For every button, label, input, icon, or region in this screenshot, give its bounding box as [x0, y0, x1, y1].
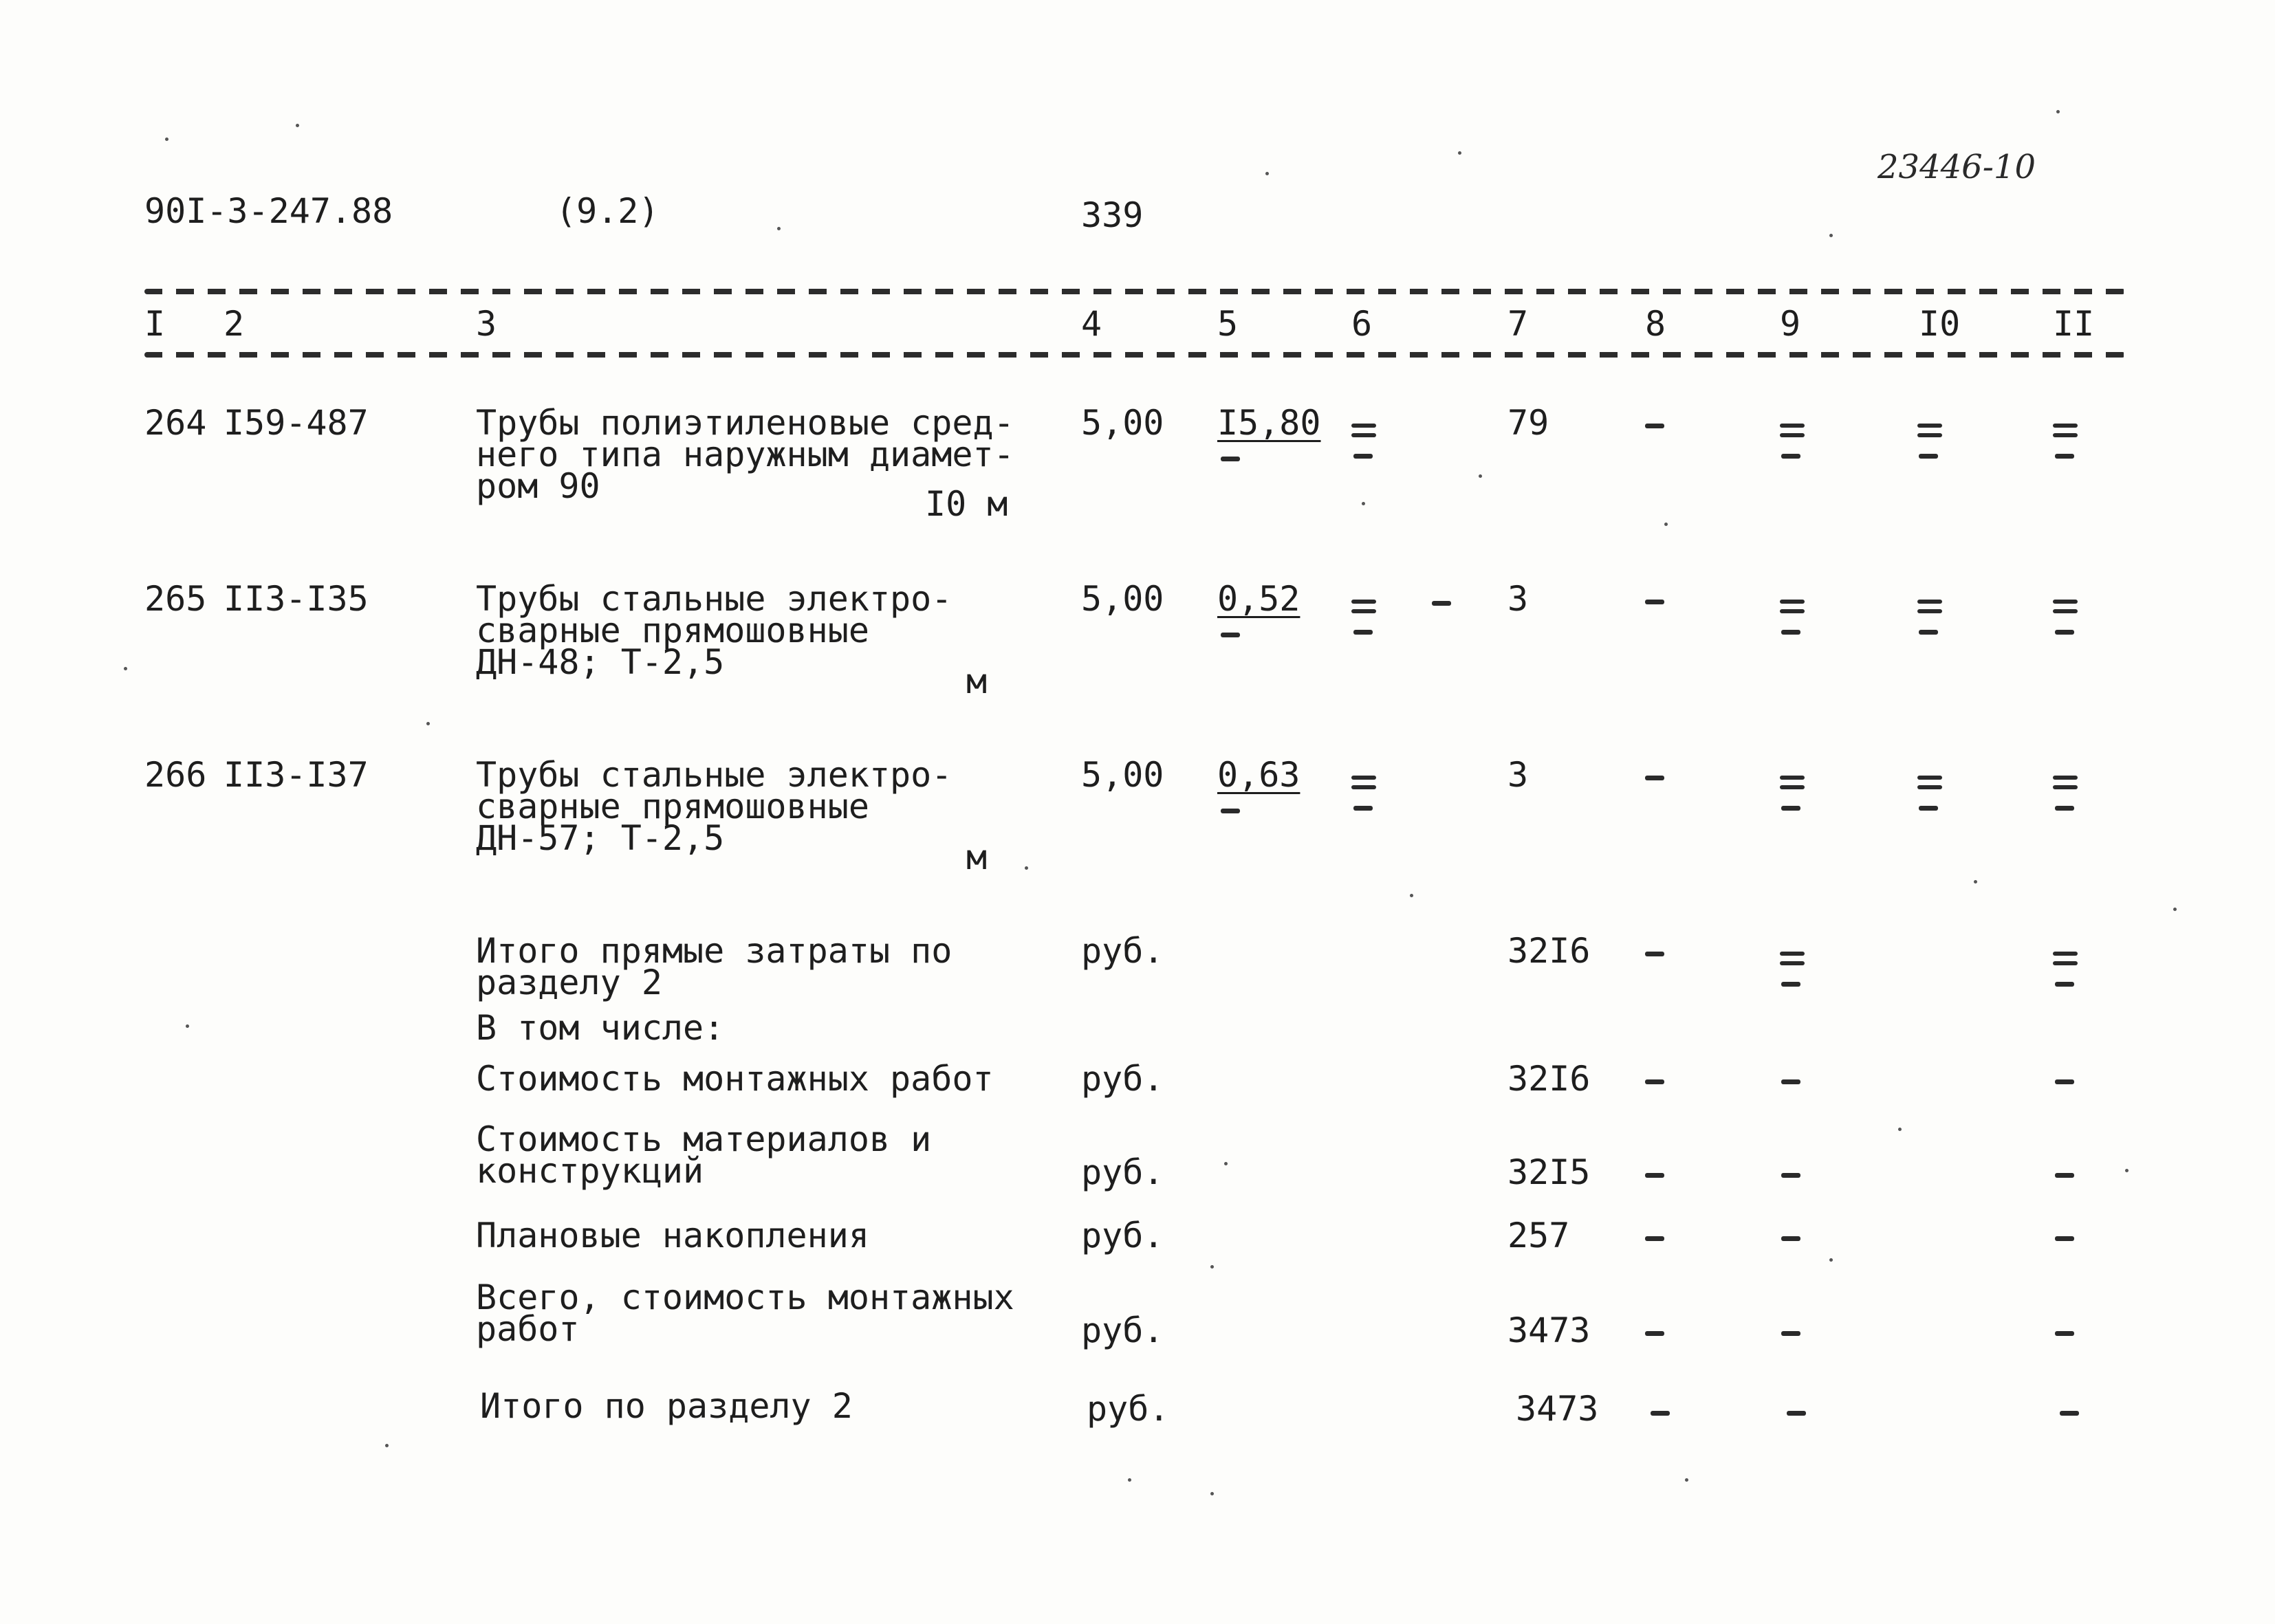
summary-label-line: конструкций — [476, 1151, 704, 1191]
scan-speck — [1974, 880, 1977, 884]
scan-speck — [296, 124, 299, 127]
item-name-line: Трубы стальные электро- — [476, 755, 953, 795]
ditto-mark — [1353, 630, 1373, 635]
dash-mark — [2055, 1236, 2074, 1241]
column-header-11: II — [2053, 304, 2095, 344]
column-header-5: 5 — [1217, 304, 1239, 344]
ditto-mark — [1919, 454, 1938, 459]
dash-mark — [1651, 1411, 1670, 1416]
dash-mark — [1781, 1331, 1800, 1336]
ditto-mark — [1351, 597, 1376, 617]
column-header-9: 9 — [1780, 304, 1801, 344]
ditto-mark — [1351, 421, 1376, 441]
ditto-mark — [2053, 597, 2078, 617]
summary-label-line: разделу 2 — [476, 963, 662, 1002]
column-header-7: 7 — [1507, 304, 1529, 344]
item-code: I59-487 — [224, 403, 369, 443]
dash-mark — [2055, 1331, 2074, 1336]
summary-label-line: Стоимость материалов и — [476, 1119, 932, 1159]
ditto-mark — [1221, 457, 1240, 461]
summary-label-line: работ — [476, 1309, 580, 1349]
summary-value: 257 — [1507, 1216, 1570, 1255]
item-col4: 5,00 — [1081, 403, 1164, 443]
ditto-mark — [1780, 421, 1805, 441]
item-name-line: ДН-57; Т-2,5 — [476, 818, 725, 858]
scan-speck — [1265, 172, 1269, 175]
item-unit: м — [966, 661, 988, 701]
section-number: (9.2) — [556, 191, 660, 231]
summary-unit: руб. — [1081, 931, 1164, 971]
scan-speck — [165, 138, 168, 141]
item-code: II3-I35 — [224, 579, 369, 619]
item-col5: 0,52 — [1217, 579, 1300, 619]
scan-speck — [1410, 894, 1413, 897]
summary-unit: руб. — [1081, 1216, 1164, 1255]
header-bottom-rule — [144, 352, 2125, 358]
dash-mark — [1781, 1173, 1800, 1178]
item-unit: м — [966, 837, 988, 877]
summary-label-line: Итого по разделу 2 — [480, 1386, 853, 1426]
dash-mark — [2055, 1173, 2074, 1178]
summary-value: 3473 — [1507, 1310, 1591, 1350]
ditto-mark — [1781, 806, 1800, 811]
header-top-rule — [144, 289, 2125, 294]
summary-label-line: Плановые накопления — [476, 1216, 869, 1255]
ditto-mark — [1917, 773, 1942, 793]
dash-mark — [1645, 600, 1664, 604]
item-code: II3-I37 — [224, 755, 369, 795]
scan-speck — [1025, 866, 1028, 870]
ditto-mark — [2053, 773, 2078, 793]
ditto-mark — [1917, 597, 1942, 617]
ditto-mark — [1221, 633, 1240, 637]
item-name-line: Трубы полиэтиленовые сред- — [476, 403, 1014, 443]
dash-mark — [1645, 776, 1664, 780]
summary-label-line: Итого прямые затраты по — [476, 931, 953, 971]
item-name-line: Трубы стальные электро- — [476, 579, 953, 619]
scan-speck — [124, 667, 127, 670]
item-col7: 79 — [1507, 403, 1549, 443]
scan-speck — [1898, 1128, 1902, 1131]
item-name-line: ДН-48; Т-2,5 — [476, 642, 725, 682]
ditto-mark — [1780, 597, 1805, 617]
column-header-8: 8 — [1645, 304, 1666, 344]
ditto-mark — [1919, 630, 1938, 635]
handwritten-reference: 23446-10 — [1877, 148, 2036, 186]
ditto-mark — [2055, 806, 2074, 811]
ditto-mark — [1353, 454, 1373, 459]
item-number: 264 — [144, 403, 207, 443]
column-header-10: I0 — [1919, 304, 1961, 344]
column-header-6: 6 — [1351, 304, 1373, 344]
dash-mark — [1645, 952, 1664, 956]
item-unit: I0 м — [925, 484, 1008, 524]
scan-speck — [2056, 110, 2060, 113]
summary-value: 32I5 — [1507, 1152, 1591, 1192]
including-label: В том числе: — [476, 1008, 725, 1048]
item-name-line: сварные прямошовные — [476, 611, 869, 650]
scan-speck — [777, 227, 781, 230]
summary-unit: руб. — [1081, 1310, 1164, 1350]
summary-value: 32I6 — [1507, 931, 1591, 971]
scan-speck — [1685, 1478, 1688, 1482]
ditto-mark — [2053, 949, 2078, 969]
item-col7: 3 — [1507, 579, 1529, 619]
ditto-mark — [1351, 773, 1376, 793]
dash-mark — [1432, 601, 1451, 606]
ditto-mark — [1781, 454, 1800, 459]
scan-speck — [1210, 1492, 1214, 1495]
scan-speck — [1479, 474, 1482, 478]
summary-unit: руб. — [1081, 1152, 1164, 1192]
dash-mark — [1645, 424, 1664, 428]
ditto-mark — [1781, 630, 1800, 635]
scan-speck — [385, 1444, 389, 1447]
scan-speck — [1224, 1162, 1228, 1165]
scan-speck — [426, 722, 430, 725]
column-header-2: 2 — [224, 304, 245, 344]
dash-mark — [1645, 1173, 1664, 1178]
scan-speck — [2125, 1169, 2129, 1172]
item-col7: 3 — [1507, 755, 1529, 795]
dash-mark — [2055, 1079, 2074, 1084]
dash-mark — [1781, 1236, 1800, 1241]
document-code: 90I-3-247.88 — [144, 191, 393, 231]
dash-mark — [1645, 1331, 1664, 1336]
item-col5: I5,80 — [1217, 403, 1321, 443]
dash-mark — [1781, 1079, 1800, 1084]
summary-unit: руб. — [1087, 1389, 1170, 1429]
summary-value: 32I6 — [1507, 1059, 1591, 1099]
summary-label-line: Стоимость монтажных работ — [476, 1059, 994, 1099]
summary-value: 3473 — [1516, 1389, 1599, 1429]
ditto-mark — [1917, 421, 1942, 441]
column-header-3: 3 — [476, 304, 497, 344]
page-number: 339 — [1081, 195, 1144, 235]
ditto-mark — [2055, 982, 2074, 987]
scan-speck — [1829, 234, 1833, 237]
item-name-line: сварные прямошовные — [476, 787, 869, 826]
dash-mark — [1787, 1411, 1806, 1416]
ditto-mark — [1781, 982, 1800, 987]
item-col5: 0,63 — [1217, 755, 1300, 795]
ditto-mark — [1780, 773, 1805, 793]
item-col4: 5,00 — [1081, 579, 1164, 619]
summary-label-line: Всего, стоимость монтажных — [476, 1277, 1014, 1317]
dash-mark — [1645, 1236, 1664, 1241]
scan-speck — [186, 1024, 189, 1028]
item-number: 266 — [144, 755, 207, 795]
item-name-line: ром 90 — [476, 466, 600, 506]
item-col4: 5,00 — [1081, 755, 1164, 795]
item-number: 265 — [144, 579, 207, 619]
ditto-mark — [2055, 454, 2074, 459]
ditto-mark — [1919, 806, 1938, 811]
summary-unit: руб. — [1081, 1059, 1164, 1099]
column-header-1: I — [144, 304, 166, 344]
scan-speck — [1829, 1258, 1833, 1262]
ditto-mark — [1353, 806, 1373, 811]
dash-mark — [1645, 1079, 1664, 1084]
ditto-mark — [1221, 809, 1240, 813]
dash-mark — [2060, 1411, 2079, 1416]
column-header-4: 4 — [1081, 304, 1102, 344]
ditto-mark — [2055, 630, 2074, 635]
scan-speck — [1210, 1265, 1214, 1269]
ditto-mark — [1780, 949, 1805, 969]
scan-speck — [1128, 1478, 1131, 1482]
item-name-line: него типа наружным диамет- — [476, 435, 1014, 474]
scan-speck — [2173, 908, 2177, 911]
scan-speck — [1458, 151, 1461, 155]
scan-speck — [1362, 502, 1365, 505]
scan-speck — [1664, 523, 1668, 526]
ditto-mark — [2053, 421, 2078, 441]
